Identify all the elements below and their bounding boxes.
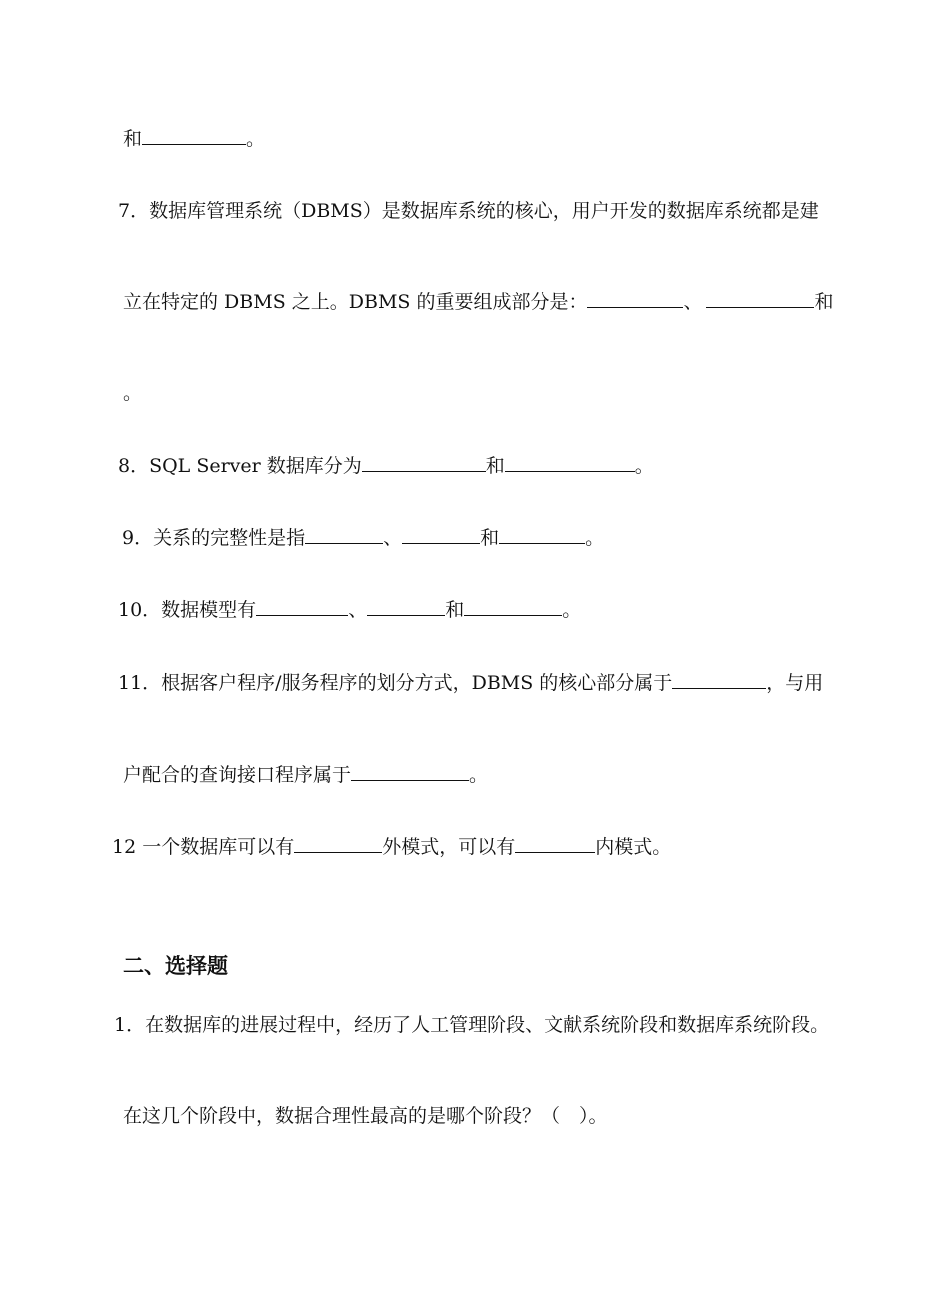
line-text: 、	[348, 599, 368, 621]
line-text: 。	[469, 764, 489, 786]
question-11-line-1	[118, 670, 823, 695]
answer-blank[interactable]	[367, 597, 445, 616]
answer-blank[interactable]	[672, 670, 766, 689]
choice-question-1-line-2: 在这几个阶段中，数据合理性最高的是哪个阶段？（ ）。	[123, 1105, 608, 1127]
answer-blank[interactable]	[515, 834, 595, 853]
line-text: 立在特定的 DBMS 之上。DBMS 的重要组成部分是：	[123, 291, 588, 313]
answer-blank[interactable]	[351, 762, 469, 781]
answer-blank[interactable]	[587, 289, 683, 308]
line-text: 户配合的查询接口程序属于	[123, 764, 352, 786]
line-text: 、	[683, 291, 703, 313]
question-9	[122, 525, 604, 550]
choice-question-1-line-1: 1．在数据库的进展过程中，经历了人工管理阶段、文献系统阶段和数据库系统阶段。	[114, 1014, 830, 1036]
line-text: 和	[485, 455, 505, 477]
answer-blank[interactable]	[142, 126, 246, 145]
section-heading: 二、选择题	[123, 953, 228, 978]
line-text: 10．数据模型有	[118, 599, 257, 621]
line-text: 。	[634, 455, 654, 477]
line-text: 。	[123, 382, 143, 404]
line-text: 9．关系的完整性是指	[122, 527, 306, 549]
answer-blank[interactable]	[499, 525, 585, 544]
answer-blank[interactable]	[464, 597, 562, 616]
line-text: 外模式，可以有	[382, 836, 516, 858]
fill-in-line-continuation	[123, 126, 265, 151]
answer-blank[interactable]	[706, 289, 814, 308]
line-text: 和	[445, 599, 465, 621]
line-text: 12 一个数据库可以有	[112, 836, 295, 858]
line-text: 和	[814, 291, 834, 313]
answer-blank[interactable]	[505, 453, 635, 472]
line-text: 和	[480, 527, 500, 549]
question-10	[118, 597, 581, 622]
answer-blank[interactable]	[305, 525, 383, 544]
line-text: 。	[585, 527, 605, 549]
question-7-line-3	[123, 381, 142, 405]
line-text: 、	[383, 527, 403, 549]
line-text: 7．数据库管理系统（DBMS）是数据库系统的核心，用户开发的数据库系统都是建	[118, 200, 819, 222]
line-text: 11．根据客户程序/服务程序的划分方式，DBMS 的核心部分属于	[118, 672, 673, 694]
question-7-line-1	[118, 199, 819, 223]
line-text: 。	[562, 599, 582, 621]
answer-blank[interactable]	[256, 597, 348, 616]
answer-blank[interactable]	[362, 453, 486, 472]
question-8	[118, 453, 654, 478]
question-11-line-2	[123, 762, 488, 787]
question-12	[112, 834, 671, 859]
line-text: 。	[246, 128, 266, 150]
answer-blank[interactable]	[402, 525, 480, 544]
question-7-line-2	[123, 289, 833, 314]
line-text: 内模式。	[595, 836, 672, 858]
line-text: ，与用	[766, 672, 824, 694]
line-text: 8．SQL Server 数据库分为	[118, 455, 362, 477]
line-text: 和	[123, 128, 143, 150]
answer-blank[interactable]	[294, 834, 382, 853]
